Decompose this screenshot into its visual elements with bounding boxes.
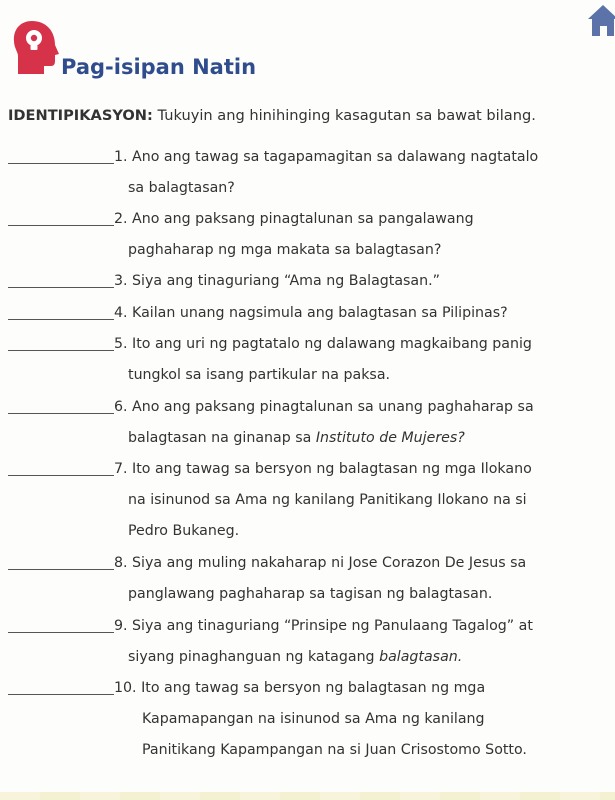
question-text: 2. Ano ang paksang pinagtalunan sa pangalawang [114, 211, 474, 227]
question-text: sa balagtasan? [128, 180, 235, 196]
answer-blank [8, 413, 114, 414]
question-italic-text: Instituto de Mujeres? [315, 430, 465, 446]
question-text: 8. Siya ang muling nakaharap ni Jose Corazon De Jesus sa [114, 555, 527, 571]
answer-blank [8, 319, 114, 320]
question-text: paghaharap ng mga makata sa balagtasan? [128, 242, 442, 258]
question-text: 9. Siya ang tinaguriang “Prinsipe ng Panulaang Tagalog” at [114, 618, 533, 634]
head-with-lightbulb-icon [10, 18, 60, 76]
question-text: 7. Ito ang tawag sa bersyon ng balagtasan ng mga Ilokano [114, 461, 532, 477]
question-text: 1. Ano ang tawag sa tagapamagitan sa dalawang nagtatalo [114, 149, 539, 165]
question-text: 5. Ito ang uri ng pagtatalo ng dalawang magkaibang panig [114, 336, 532, 352]
question-text: tungkol sa isang partikular na paksa. [128, 367, 391, 383]
question-text-continued [128, 423, 465, 454]
question-text: Panitikang Kapampangan na si Juan Crisostomo Sotto. [142, 742, 527, 758]
instructions [8, 107, 536, 124]
question-text: 10. Ito ang tawag sa bersyon ng balagtasan ng mga [114, 680, 486, 696]
answer-blank [8, 475, 114, 476]
answer-blank [8, 287, 114, 288]
question-text: balagtasan na ginanap sa [128, 430, 316, 446]
question-italic-text: balagtasan. [379, 649, 463, 665]
question-text: Pedro Bukaneg. [128, 523, 240, 539]
bottom-decorative-strip [0, 792, 615, 800]
page-title: Pag-isipan Natin [61, 55, 257, 79]
answer-blank [8, 632, 114, 633]
instructions-label: IDENTIPIKASYON: [8, 107, 153, 124]
answer-blank [8, 350, 114, 351]
answer-blank [8, 225, 114, 226]
answer-blank [8, 694, 114, 695]
question-text: siyang pinaghanguan ng katagang [128, 649, 380, 665]
question-text: 6. Ano ang paksang pinagtalunan sa unang paghaharap sa [114, 399, 534, 415]
question-text-continued [128, 642, 462, 673]
question-text: na isinunod sa Ama ng kanilang Panitikang Ilokano na si [128, 492, 527, 508]
question-text: 3. Siya ang tinaguriang “Ama ng Balagtasan.” [114, 273, 440, 289]
question-text: panglawang paghaharap sa tagisan ng balagtasan. [128, 586, 493, 602]
answer-blank [8, 163, 114, 164]
question-text: 4. Kailan unang nagsimula ang balagtasan sa Pilipinas? [114, 305, 508, 321]
answer-blank [8, 569, 114, 570]
instructions-text: Tukuyin ang hinihinging kasagutan sa bawat bilang. [152, 107, 536, 124]
question-text: Kapamapangan na isinunod sa Ama ng kanilang [142, 711, 485, 727]
home-icon[interactable] [588, 2, 615, 36]
